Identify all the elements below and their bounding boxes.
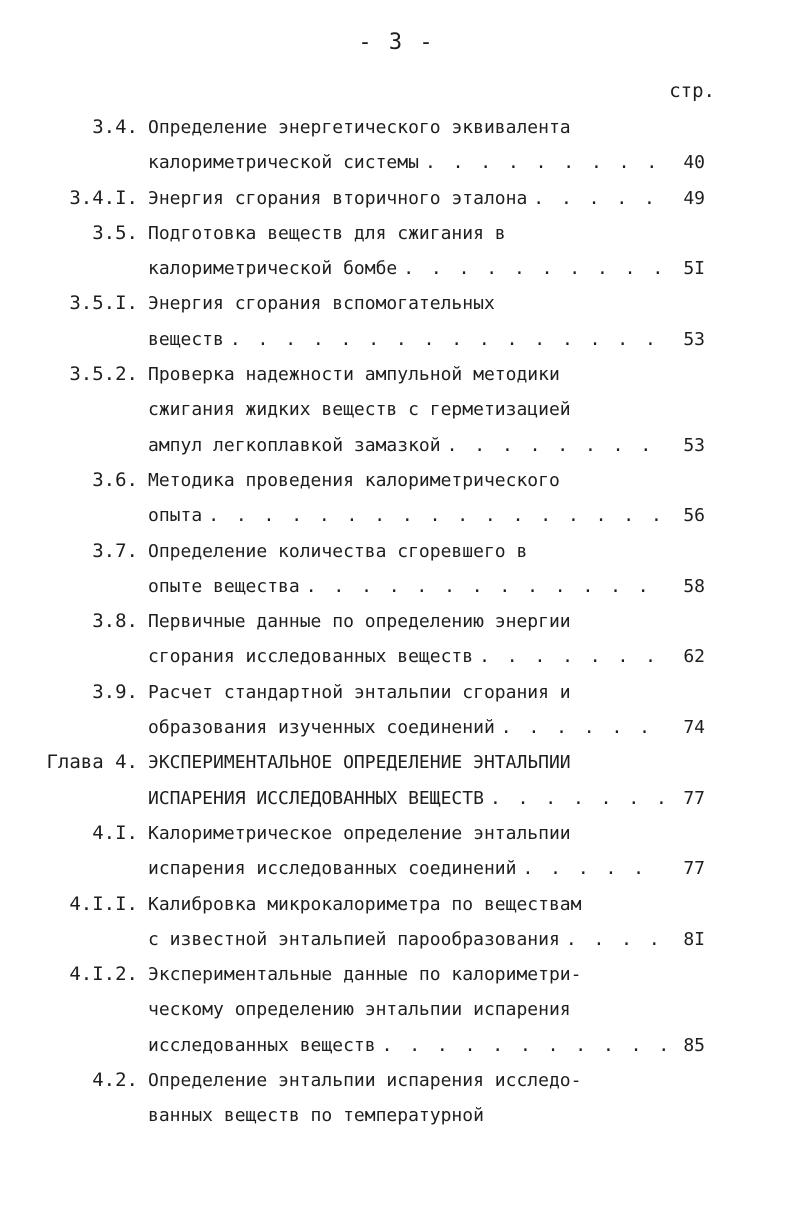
toc-entry-text: веществ (148, 328, 224, 350)
toc-entry-3-6 (0, 463, 793, 534)
toc-entry-number: 3.4. (92, 116, 138, 138)
toc-entry-text: сгорания исследованных веществ (148, 646, 474, 668)
toc-entry-number: Глава 4. (46, 751, 138, 774)
toc-entry-number: 3.9. (92, 680, 138, 703)
toc-entry-text: опыте вещества (148, 575, 300, 597)
toc-entry-number: 4.I. (92, 821, 138, 844)
toc-entry-number: 4.I.I. (69, 892, 138, 915)
toc-entry-text: Определение энергетического эквивалента (148, 117, 571, 138)
toc-entry-number: 4.I.2. (69, 963, 138, 986)
toc-entry-text: с известной энтальпией парообразования (148, 928, 560, 950)
toc-entry-text: калориметрической бомбе (148, 258, 398, 280)
toc-entry-text: образования изученных соединений (148, 717, 495, 739)
toc-entry-text: ческому определению энтальпии испарения (148, 999, 571, 1021)
toc-entry-number: 3.4.I. (69, 186, 138, 209)
toc-entry-3-7 (0, 534, 793, 605)
toc-entry-page: 77 (665, 851, 705, 886)
toc-entry-text: ванных веществ по температурной (148, 1105, 484, 1127)
toc-entry-text: Определение количества сгоревшего в (148, 540, 528, 562)
toc-entry-chapter-4 (0, 745, 793, 816)
toc-entry-text: Энергия сгорания вспомогательных (148, 293, 495, 315)
toc-entry-number: 4.2. (92, 1069, 138, 1092)
toc-entry-page: 62 (665, 639, 705, 674)
toc-entry-text: Подготовка веществ для сжигания в (148, 222, 506, 244)
leader-dots (300, 569, 705, 604)
toc-entry-3-9 (0, 675, 793, 746)
toc-entry-text: калориметрической системы (148, 152, 419, 174)
toc-entry-number: 3.8. (92, 610, 138, 633)
toc-entry-page: 40 (665, 145, 705, 180)
toc-entry-text: ампул легкоплавкой замазкой (148, 434, 441, 456)
toc-entry-text: Калибровка микрокалориметра по веществам (148, 893, 582, 915)
toc-entry-number: 3.5.I. (69, 292, 138, 315)
toc-entry-page: 53 (665, 428, 705, 463)
toc-entry-4-1-2 (0, 957, 793, 1063)
toc-entry-page: 49 (665, 181, 705, 216)
toc-entry-text: Энергия сгорания вторичного эталона (148, 187, 528, 209)
toc-entry-number: 3.7. (92, 539, 138, 562)
toc-entry-3-5-2 (0, 357, 793, 463)
toc-entry-text: Первичные данные по определению энергии (148, 611, 571, 633)
toc-entry-text: Расчет стандартной энтальпии сгорания и (148, 681, 571, 703)
toc-entry-4-2 (0, 1063, 793, 1134)
toc-entry-3-5-1 (0, 286, 793, 357)
toc-entry-3-5 (0, 216, 793, 287)
toc-entry-text: Определение энтальпии испарения исследо- (148, 1070, 582, 1092)
toc-entry-3-4 (0, 110, 793, 181)
toc-entry-text: Проверка надежности ампульной методики (148, 364, 560, 386)
toc-entry-text: Калориметрическое определение энтальпии (148, 822, 571, 844)
toc-entry-page: 8I (665, 922, 705, 957)
leader-dots (224, 322, 705, 357)
leader-dots (376, 1028, 705, 1063)
leader-dots (419, 145, 705, 180)
toc-entry-4-1 (0, 816, 793, 887)
toc-entry-page: 85 (665, 1028, 705, 1063)
toc-entry-page: 56 (665, 498, 705, 533)
toc-entry-number: 3.6. (92, 468, 138, 491)
toc-entry-text: ЭКСПЕРИМЕНТАЛЬНОЕ ОПРЕДЕЛЕНИЕ ЭНТАЛЬПИИ (148, 752, 571, 774)
toc-entry-number: 3.5. (92, 221, 138, 244)
table-of-contents (0, 110, 793, 1134)
leader-dots (202, 498, 705, 533)
toc-entry-page: 77 (665, 781, 705, 816)
toc-entry-3-4-1 (0, 181, 793, 216)
toc-entry-3-8 (0, 604, 793, 675)
toc-entry-page: 5I (665, 251, 705, 286)
toc-entry-text: ИСПАРЕНИЯ ИССЛЕДОВАННЫХ ВЕЩЕСТВ (148, 787, 484, 809)
leader-dots (397, 251, 705, 286)
toc-entry-text: Экспериментальные данные по калориметри- (148, 964, 582, 986)
toc-entry-page: 74 (665, 710, 705, 745)
toc-entry-page: 53 (665, 322, 705, 357)
toc-entry-text: сжигания жидких веществ с герметизацией (148, 399, 571, 421)
toc-entry-page: 58 (665, 569, 705, 604)
toc-entry-text: опыта (148, 505, 203, 527)
page-column-label: стр. (669, 80, 715, 102)
toc-entry-4-1-1 (0, 887, 793, 958)
toc-entry-text: исследованных веществ (148, 1034, 376, 1056)
toc-entry-number: 3.5.2. (69, 363, 138, 386)
toc-entry-text: испарения исследованных соединений (148, 858, 517, 880)
toc-entry-text: Методика проведения калориметрического (148, 469, 560, 491)
page-number: - 3 - (358, 30, 435, 55)
